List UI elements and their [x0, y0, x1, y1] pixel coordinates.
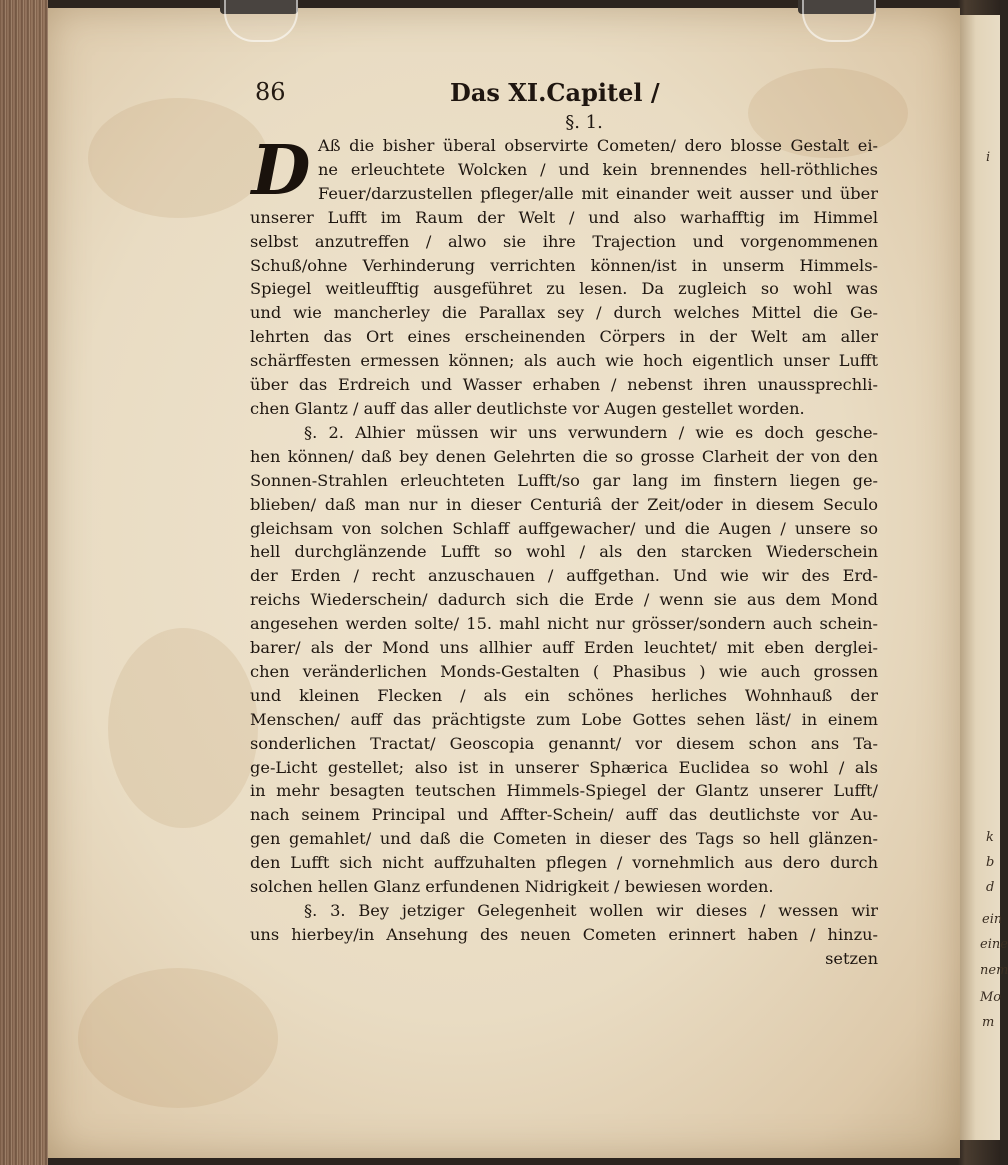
- foxing-stain: [108, 628, 258, 828]
- text-line: Sonnen-Strahlen erleuchteten Lufft/so gar lang im finstern liegen ge-: [250, 470, 878, 490]
- text-line: sonderlichen Tractat/ Geoscopia genannt/ vor diesem schon ans Ta-: [250, 733, 878, 753]
- text-line: uns hierbey/in Ansehung des neuen Cometen erinnert haben / hinzu-: [250, 924, 878, 944]
- section-3: [250, 899, 878, 971]
- page-stack-edge: [0, 0, 48, 1165]
- text-line: ne erleuchtete Wolcken / und kein brennendes hell-röthliches: [318, 159, 878, 179]
- section-2: [250, 421, 878, 899]
- text-line: blieben/ daß man nur in dieser Centuriâ der Zeit/oder in diesem Seculo: [250, 494, 878, 514]
- facing-page-fragment: d: [986, 880, 995, 895]
- text-line: ge-Licht gestellet; also ist in unserer Sphærica Euclidea so wohl / als: [250, 757, 878, 777]
- text-line: schärffesten ermessen können; als auch wie hoch eigentlich unser Lufft: [250, 351, 878, 371]
- text-line: Aß die bisher überal observirte Cometen/ dero blosse Gestalt ei-: [318, 136, 878, 155]
- text-line: reichs Wiederschein/ dadurch sich die Erde / wenn sie aus dem Mond: [250, 590, 878, 610]
- main-text: [250, 112, 878, 971]
- running-head: Das XI.Capitel /: [450, 78, 660, 107]
- text-line: über das Erdreich und Wasser erhaben / nebenst ihren unaussprechli-: [250, 375, 878, 395]
- text-line: Menschen/ auff das prächtigste zum Lobe Gottes sehen läst/ in einem: [250, 709, 878, 729]
- foxing-stain: [78, 968, 278, 1108]
- text-line: hell durchglänzende Lufft so wohl / als den starcken Wiederschein: [250, 542, 878, 562]
- text-line: chen veränderlichen Monds-Gestalten ( Phasibus ) wie auch grossen: [250, 661, 878, 681]
- text-line: §. 2. Alhier müssen wir uns verwundern / wie es doch gesche-: [304, 422, 878, 442]
- text-line: der Erden / recht anzuschauen / auffgethan. Und wie wir des Erd-: [250, 566, 878, 586]
- text-line: selbst anzutreffen / alwo sie ihre Trajection und vorgenommenen: [250, 231, 878, 251]
- facing-page-fragment: m: [982, 1015, 995, 1030]
- text-line: gen gemahlet/ und daß die Cometen in dieser des Tags so hell glänzen-: [250, 829, 878, 849]
- drop-cap: D: [251, 131, 311, 211]
- text-line: unserer Lufft im Raum der Welt / und also warhafftig im Himmel: [250, 207, 878, 227]
- text-line: und kleinen Flecken / als ein schönes herliches Wohnhauß der: [250, 685, 878, 705]
- text-line: den Lufft sich nicht auffzuhalten pflegen / vornehmlich aus dero durch: [250, 853, 878, 873]
- text-line: hen können/ daß bey denen Gelehrten die so grosse Clarheit der von den: [250, 446, 878, 466]
- text-line: Schuß/ohne Verhinderung verrichten können/ist in unserm Himmels-: [250, 255, 878, 275]
- text-line: nach seinem Principal und Affter-Schein/ auff das deutlichste vor Au-: [250, 805, 878, 825]
- text-line: und wie mancherley die Parallax sey / durch welches Mittel die Ge-: [250, 303, 878, 323]
- text-line: in mehr besagten teutschen Himmels-Spiegel der Glantz unserer Lufft/: [250, 781, 878, 801]
- text-line: Spiegel weitleufftig ausgeführet zu lesen. Da zugleich so wohl was: [250, 279, 878, 299]
- section-1: [250, 131, 878, 421]
- text-line: solchen hellen Glanz erfundenen Nidrigkeit / bewiesen worden.: [250, 877, 774, 897]
- text-line: Feuer/darzustellen pfleger/alle mit einander weit ausser und über: [318, 183, 878, 203]
- text-line: barer/ als der Mond uns allhier auff Erden leuchtet/ mit eben derglei-: [250, 638, 878, 658]
- facing-page-fragment: b: [986, 855, 995, 870]
- facing-page-fragment: k: [986, 830, 994, 845]
- text-line: chen Glantz / auff das aller deutlichste vor Augen gestellet worden.: [250, 398, 805, 418]
- text-line: §. 3. Bey jetziger Gelegenheit wollen wir dieses / wessen wir: [304, 901, 878, 920]
- facing-page-fragment: Mo: [980, 990, 1002, 1005]
- facing-page-fragment: ein: [982, 912, 1003, 927]
- foxing-stain: [88, 98, 268, 218]
- facing-page-fragment: nem: [980, 963, 1008, 978]
- section-mark: §. 1.: [565, 112, 603, 133]
- text-line: angesehen werden solte/ 15. mahl nicht nur grösser/sondern auch schein-: [250, 614, 878, 634]
- facing-page-fragment: eine: [980, 937, 1008, 952]
- text-line: gleichsam von solchen Schlaff auffgewacher/ und die Augen / unsere so: [250, 518, 878, 538]
- page-number: 86: [255, 78, 286, 106]
- page-header: [255, 78, 660, 112]
- text-line: lehrten das Ort eines erscheinenden Cörpers in der Welt am aller: [250, 327, 878, 347]
- catchword: setzen: [825, 948, 878, 968]
- facing-page-fragment: i: [986, 150, 991, 165]
